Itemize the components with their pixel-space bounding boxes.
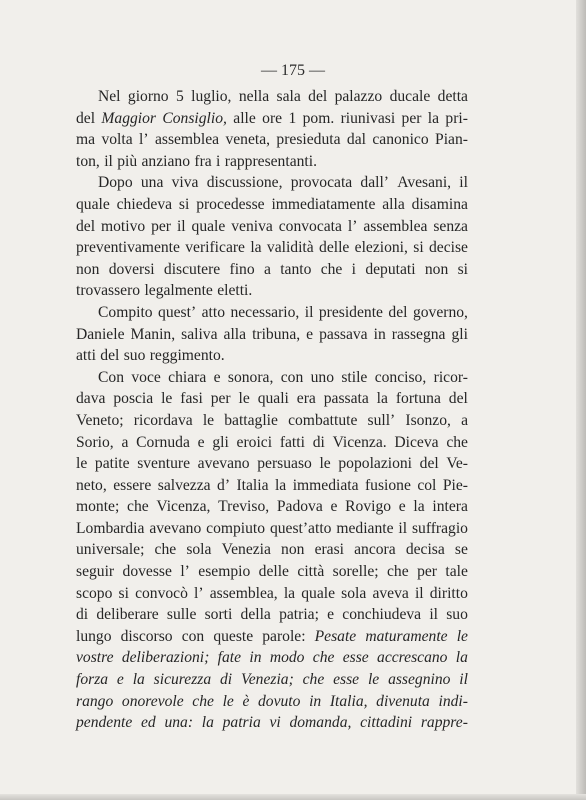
text-line: scopo si convocò l’ assemblea, la quale sola aveva il diritto: [76, 584, 468, 602]
text-line: ma volta l’ assemblea veneta, presieduta dal canonico Pian-: [76, 131, 468, 149]
text-line: forza e la sicurezza di Venezia; che esse le assegnino il: [76, 671, 468, 689]
text-line: Con voce chiara e sonora, con uno stile conciso, ricor-: [98, 368, 468, 386]
text-line: Veneto; ricordava le battaglie combattute sull’ Isonzo, a: [76, 411, 468, 429]
text-line: universale; che sola Venezia non erasi ancora decisa se: [76, 541, 468, 559]
text-line: Sorio, a Cornuda e gli eroici fatti di Vicenza. Diceva che: [76, 433, 468, 451]
page-number: — 175 —: [261, 62, 325, 79]
page-edge-right: [576, 0, 586, 800]
text-line: neto, essere salvezza d’ Italia la immediata fusione col Pie-: [76, 476, 468, 494]
text-line: del motivo per il quale veniva convocata l’ assemblea senza: [76, 217, 468, 235]
text-line: monte; che Vicenza, Treviso, Padova e Rovigo e la intera: [76, 498, 468, 516]
text-line: dava poscia le fasi per le quali era passata la fortuna del: [76, 390, 468, 408]
text-line: lungo discorso con queste parole: Pesate maturamente le: [76, 627, 468, 645]
body-text: [76, 86, 468, 734]
text-line: rango onorevole che le è dovuto in Italia, divenuta indi-: [76, 692, 468, 710]
text-line: quale chiedeva si procedesse immediatamente alla disamina: [76, 195, 468, 213]
text-line: del Maggior Consiglio, alle ore 1 pom. riunivasi per la pri-: [76, 109, 468, 127]
text-line: le patite sventure avevano persuaso le popolazioni del Ve-: [76, 455, 468, 473]
text-line: non doversi discutere fino a tanto che i deputati non si: [76, 260, 468, 278]
text-line: Compito quest’ atto necessario, il presidente del governo,: [98, 303, 468, 321]
text-line: pendente ed una: la patria vi domanda, cittadini rappre-: [76, 714, 468, 732]
text-line: di deliberare sulle sorti della patria; e conchiudeva il suo: [76, 606, 468, 624]
text-line: Lombardia avevano compiuto quest’atto mediante il suffragio: [76, 519, 468, 537]
text-line: ton, il più anziano fra i rappresentanti.: [76, 152, 317, 170]
text-line: Dopo una viva discussione, provocata dall’ Avesani, il: [98, 174, 468, 192]
text-line: Nel giorno 5 luglio, nella sala del palazzo ducale detta: [98, 88, 468, 105]
text-line: vostre deliberazioni; fate in modo che esse accrescano la: [76, 649, 468, 667]
page-edge-bottom: [0, 794, 586, 800]
text-line: Daniele Manin, saliva alla tribuna, e passava in rassegna gli: [76, 325, 468, 343]
text-line: seguir dovesse l’ esempio delle città sorelle; che per tale: [76, 563, 468, 581]
text-line: atti del suo reggimento.: [76, 347, 225, 365]
text-line: preventivamente verificare la validità delle elezioni, si decise: [76, 239, 468, 257]
text-line: trovassero legalmente eletti.: [76, 282, 253, 300]
